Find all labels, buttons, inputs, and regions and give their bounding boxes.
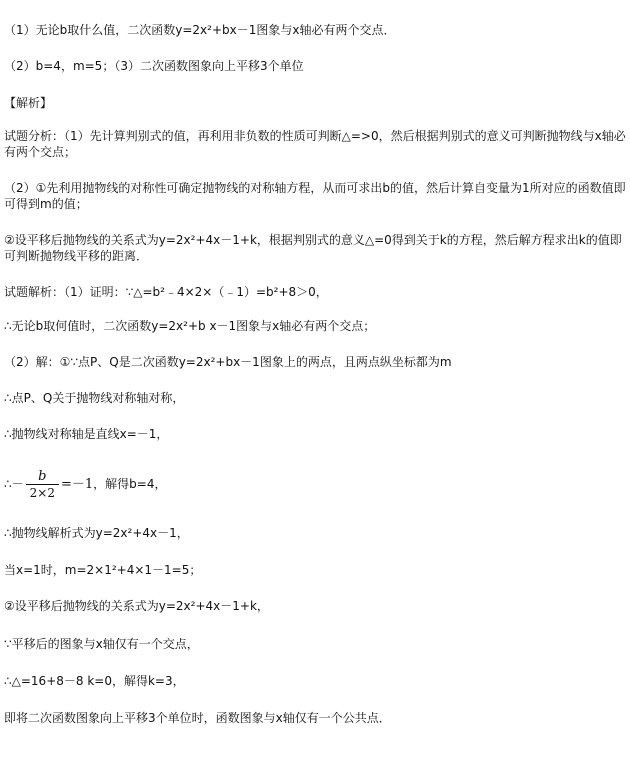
solution-line-1: 试题解析：（1）证明：∵△=b²﹣4×2×（﹣1）=b²+8＞0， [4,285,328,299]
fraction-prefix: ∴－ [4,477,24,491]
analysis-paragraph-2: （2）①先利用抛物线的对称性可确定抛物线的对称轴方程，从而可求出b的值，然后计算自变量为1所对应的函数值即可得到m的值； [4,181,626,211]
solution-line-2: ∴无论b取何值时，二次函数y=2x²+b x－1图象与x轴必有两个交点； [4,319,376,333]
fraction-denominator: 2×2 [26,484,59,501]
analysis-paragraph-1: 试题分析：（1）先计算判别式的值，再利用非负数的性质可判断△=>0，然后根据判别式的意义可判断抛物线与x轴必有两个交点； [4,129,626,159]
solution-line-3: （2）解：①∵点P、Q是二次函数y=2x²+bx－1图象上的两点，且两点纵坐标都为m [4,355,452,369]
fraction-equals: =－1 [60,477,94,492]
analysis-heading: 【解析】 [4,96,53,110]
solution-line-4: ∴点P、Q关于抛物线对称轴对称， [4,391,185,405]
answer-part-1: （1）无论b取什么值，二次函数y=2x²+bx－1图象与x轴必有两个交点． [4,23,396,37]
solution-line-6 [4,462,626,506]
solution-line-5: ∴抛物线对称轴是直线x=－1， [4,427,169,441]
solution-line-11: ∴△=16+8－8 k=0，解得k=3， [4,674,185,688]
solution-line-7: ∴抛物线解析式为y=2x²+4x－1， [4,526,189,540]
fraction-suffix: ，解得b=4， [93,477,167,491]
solution-line-10: ∵平移后的图象与x轴仅有一个交点， [4,637,199,651]
solution-line-8: 当x=1时，m=2×1²+4×1－1=5； [4,563,202,577]
answer-part-2-3: （2）b=4，m=5；（3）二次函数图象向上平移3个单位 [4,59,304,73]
solution-line-12: 即将二次函数图象向上平移3个单位时，函数图象与x轴仅有一个公共点． [4,711,391,725]
analysis-paragraph-3: ②设平移后抛物线的关系式为y=2x²+4x－1+k，根据判别式的意义△=0得到关于k的方程，然后解方程求出k的值即可判断抛物线平移的距离． [4,233,622,263]
fraction [26,469,59,501]
solution-line-9: ②设平移后抛物线的关系式为y=2x²+4x－1+k， [4,599,269,613]
fraction-numerator: b [38,468,47,484]
